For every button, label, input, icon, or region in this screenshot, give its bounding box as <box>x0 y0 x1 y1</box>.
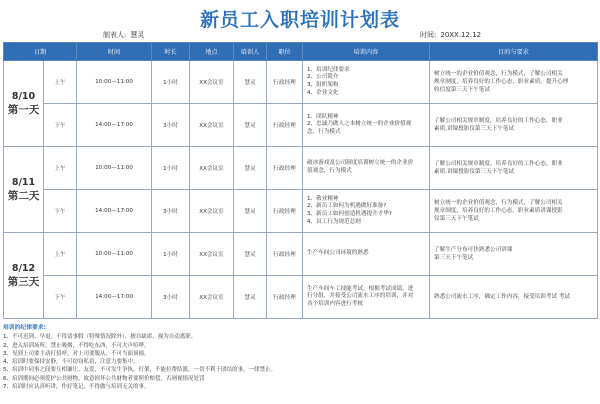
maker-label: 制表人: <box>103 31 127 39</box>
time-value: 20XX.12.12 <box>440 31 482 39</box>
location-cell: XX会议室 <box>190 190 234 233</box>
content-line: 破冰游戏及公司制度培训树立统一的企业价 <box>307 160 414 167</box>
duration-cell: 3小时 <box>152 104 190 147</box>
goal-cell <box>430 190 598 233</box>
rule-item: 4、培训时要保持安静，不可窃窃私语，注意力要集中。 <box>3 359 139 366</box>
header-location: 地点 <box>190 43 234 61</box>
position-cell: 行政经理 <box>267 104 303 147</box>
content-cell <box>303 233 430 276</box>
goal-line: 仪第三天下午笔试 <box>434 216 479 222</box>
location-cell: XX会议室 <box>190 61 234 104</box>
date-label: 8/12 <box>11 262 36 274</box>
time-label: 时间: <box>420 31 437 39</box>
content-line: 生产车间公司环境的熟悉 <box>307 250 369 257</box>
time-cell: 14:00—17:00 <box>77 276 152 319</box>
training-schedule-table <box>3 42 598 319</box>
goal-line: 第三天下午笔试 <box>434 255 474 261</box>
schedule-body <box>4 61 598 319</box>
table-row <box>4 61 598 104</box>
rule-item: 7、培训时应认真听讲，作好笔记，不得做与培训无关的事。 <box>3 384 150 391</box>
goal-line: 了解公司相关规章制度，培养良好的工作心态，职业 <box>434 161 563 167</box>
trainer-cell: 慧灵 <box>234 104 267 147</box>
content-line: 4、员工行为规范总则 <box>307 218 361 225</box>
content-cell <box>303 104 430 147</box>
trainer-cell: 慧灵 <box>234 233 267 276</box>
content-cell <box>303 61 430 104</box>
position-cell: 行政经理 <box>267 61 303 104</box>
content-cell <box>303 147 430 190</box>
goal-line: 收信度第三天下午笔试 <box>434 87 490 93</box>
content-cell <box>303 276 430 319</box>
duration-cell: 1小时 <box>152 233 190 276</box>
time-cell: 10:00—11:00 <box>77 61 152 104</box>
period-cell: 上午 <box>44 61 77 104</box>
goal-cell <box>430 104 598 147</box>
date-cell <box>4 233 44 319</box>
period-cell: 下午 <box>44 104 77 147</box>
header-trainer: 培训人 <box>234 43 267 61</box>
goal-line: 熟悉公司流水工序，确定工作内容，接受培训考试 考试 <box>434 294 571 300</box>
header-duration: 时长 <box>152 43 190 61</box>
duration-cell: 3小时 <box>152 276 190 319</box>
table-row <box>4 276 598 319</box>
trainer-cell: 慧灵 <box>234 61 267 104</box>
period-cell: 下午 <box>44 190 77 233</box>
time-cell: 10:00—11:00 <box>77 233 152 276</box>
goal-cell <box>430 276 598 319</box>
duration-cell: 3小时 <box>152 190 190 233</box>
goal-line: 树立统一的企业价值观念，行为模式，了解公司相关 <box>434 200 563 206</box>
location-cell: XX会议室 <box>190 147 234 190</box>
goal-line: 了解公司相关规章制度，培养良好的工作心态，职业 <box>434 118 563 124</box>
time-cell: 10:00—11:00 <box>77 147 152 190</box>
goal-line: 规章制度，培养良好的工作心态，职业素质讲课授影 <box>434 208 563 214</box>
trainer-cell: 慧灵 <box>234 276 267 319</box>
goal-cell <box>430 147 598 190</box>
page-title: 新员工入职培训计划表 <box>199 9 400 31</box>
table-row <box>4 147 598 190</box>
goal-cell <box>430 233 598 276</box>
period-cell: 上午 <box>44 233 77 276</box>
header-content: 培训内容 <box>303 43 430 61</box>
location-cell: XX会议室 <box>190 233 234 276</box>
content-line: 念，行为模式 <box>307 128 341 135</box>
content-line: 行分组，并接受公司流水工序的培训，并对 <box>307 293 414 300</box>
content-line: 1、培训纪律要求 <box>307 66 350 73</box>
trainer-cell: 慧灵 <box>234 147 267 190</box>
location-cell: XX会议室 <box>190 104 234 147</box>
content-line: 3、新员工如何创造机遇提升才华? <box>307 211 392 217</box>
day-label: 第一天 <box>7 103 40 116</box>
date-cell <box>4 61 44 147</box>
content-line: 4、企业文化 <box>307 89 339 96</box>
time-cell: 14:00—17:00 <box>77 104 152 147</box>
day-label: 第二天 <box>7 189 40 202</box>
content-line: 生产车间车工技能考试，根据考试成绩，进 <box>307 285 414 292</box>
rule-item: 2、进入培训场所，禁止吸烟，不得吃东西，不可大声喧哗。 <box>3 342 150 349</box>
goal-cell <box>430 61 598 104</box>
content-line: 1、敬业精神 <box>307 195 339 202</box>
rules-title: 培训的纪律要求: <box>3 325 46 331</box>
content-line: 2、忠诚乃做人之本树立统一的企业价值观 <box>307 121 412 128</box>
content-line: 1、团队精神 <box>307 113 339 120</box>
goal-line: 了解生产分布可快熟悉公司讲课 <box>434 247 513 253</box>
period-cell: 下午 <box>44 276 77 319</box>
position-cell: 行政经理 <box>267 147 303 190</box>
rule-item: 5、培训中同事之间要互相谦让、友爱，不可发生争执、打架，不能拉帮结派，一切不利于团结的事，一律禁止。 <box>3 367 277 374</box>
date-cell <box>4 147 44 233</box>
duration-cell: 1小时 <box>152 61 190 104</box>
position-cell: 行政经理 <box>267 190 303 233</box>
table-row <box>4 190 598 233</box>
header-position: 职位 <box>267 43 303 61</box>
maker-info <box>103 30 144 40</box>
header-row <box>4 43 598 61</box>
goal-line: 素质,讲课授影仪第三天下午笔试 <box>434 169 515 175</box>
goal-line: 素质,讲课授影仪第三天下午笔试 <box>434 126 515 132</box>
date-label: 8/10 <box>11 90 36 102</box>
table-row <box>4 233 598 276</box>
content-cell <box>303 190 430 233</box>
header-time: 时间 <box>77 43 152 61</box>
table-row <box>4 104 598 147</box>
rules-list <box>3 333 593 391</box>
header-date: 日期 <box>4 43 77 61</box>
position-cell: 行政经理 <box>267 233 303 276</box>
day-label: 第三天 <box>7 275 40 288</box>
content-line: 值观念，行为模式 <box>307 168 352 174</box>
trainer-cell: 慧灵 <box>234 190 267 233</box>
rule-item: 3、见到上司要主动打招呼，对上司要服从，不可当面顶撞。 <box>3 350 150 357</box>
time-cell: 14:00—17:00 <box>77 190 152 233</box>
content-line: 3、组织架构 <box>307 82 339 88</box>
content-line: 2、新员工如何为机遇做好准备? <box>307 203 387 210</box>
rule-item: 6、培训期间必须爱护公共财物，故意损坏公共财物者要照价赔偿，否则视情况处罚 <box>3 375 205 382</box>
rule-item: 1、不可迟到、早退，不得请事假（特殊情况除外），擅自缺席，视为自动离职。 <box>3 334 197 341</box>
period-cell: 上午 <box>44 147 77 190</box>
content-line: 各个培训内容进行考核 <box>307 300 363 307</box>
date-label: 8/11 <box>11 176 36 188</box>
time-info <box>420 30 481 40</box>
goal-line: 规章制度，培养良好的工作心态，职业素质，提升心理 <box>434 79 569 85</box>
rules-section <box>3 324 593 391</box>
location-cell: XX会议室 <box>190 276 234 319</box>
content-line: 2、公司简介 <box>307 74 339 81</box>
position-cell: 行政经理 <box>267 276 303 319</box>
duration-cell: 1小时 <box>152 147 190 190</box>
goal-line: 树立统一的企业价值观念，行为模式，了解公司相关 <box>434 71 563 77</box>
maker-value: 慧灵 <box>130 31 145 39</box>
header-goal: 目的与要求 <box>430 43 598 61</box>
